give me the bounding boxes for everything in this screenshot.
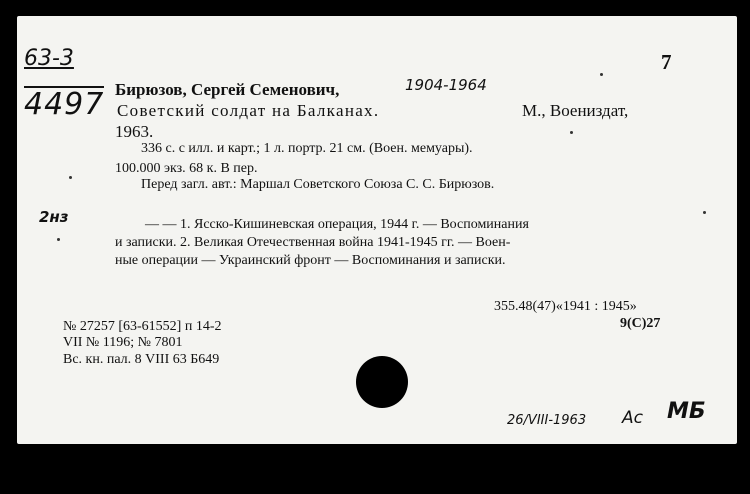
date-handwritten: 26/VIII-1963 <box>507 413 587 428</box>
speck-mark <box>600 73 603 76</box>
classification-udc: 355.48(47)«1941 : 1945» <box>494 299 637 314</box>
subject-headings-line-3: ные операции — Украинский фронт — Воспоминания и записки. <box>115 253 506 268</box>
footer-line-1: № 27257 [63-61552] п 14-2 <box>63 319 222 334</box>
initials-handwritten-2: МБ <box>667 399 706 424</box>
footer-line-3: Вс. кн. пал. 8 VIII 63 Б649 <box>63 352 220 367</box>
subject-headings-line-1: — — 1. Ясско-Кишиневская операция, 1944 г. — Воспоминания <box>145 217 529 232</box>
physical-description: 336 с. с илл. и карт.; 1 л. портр. 21 см. (Воен. мемуары). <box>141 141 473 156</box>
edition-info: 100.000 экз. 68 к. В пер. <box>115 161 258 176</box>
catalog-card <box>17 16 737 444</box>
author-note: Перед загл. авт.: Маршал Советского Союза С. С. Бирюзов. <box>141 177 495 192</box>
card-punch-hole <box>356 356 408 408</box>
publication-year: 1963. <box>115 122 154 141</box>
author-heading: Бирюзов, Сергей Семенович, <box>115 80 340 99</box>
book-title: Советский солдат на Балканах. <box>117 101 380 120</box>
speck-mark <box>703 211 706 214</box>
shelf-mark-top: 63-3 <box>24 46 74 71</box>
publisher: М., Воениздат, <box>522 101 629 120</box>
speck-mark <box>57 238 60 241</box>
shelf-mark-bottom: 4497 <box>24 87 105 122</box>
speck-mark <box>570 131 573 134</box>
side-handwritten-note: 2нз <box>39 208 69 226</box>
speck-mark <box>69 176 72 179</box>
footer-line-2: VII № 1196; № 7801 <box>63 335 183 350</box>
card-number: 7 <box>661 50 672 74</box>
classification-bbk: 9(С)27 <box>620 316 661 331</box>
author-years-handwritten: 1904-1964 <box>405 76 487 94</box>
subject-headings-line-2: и записки. 2. Великая Отечественная война 1941-1945 гг. — Воен- <box>115 235 511 250</box>
initials-handwritten: Ас <box>622 408 643 428</box>
